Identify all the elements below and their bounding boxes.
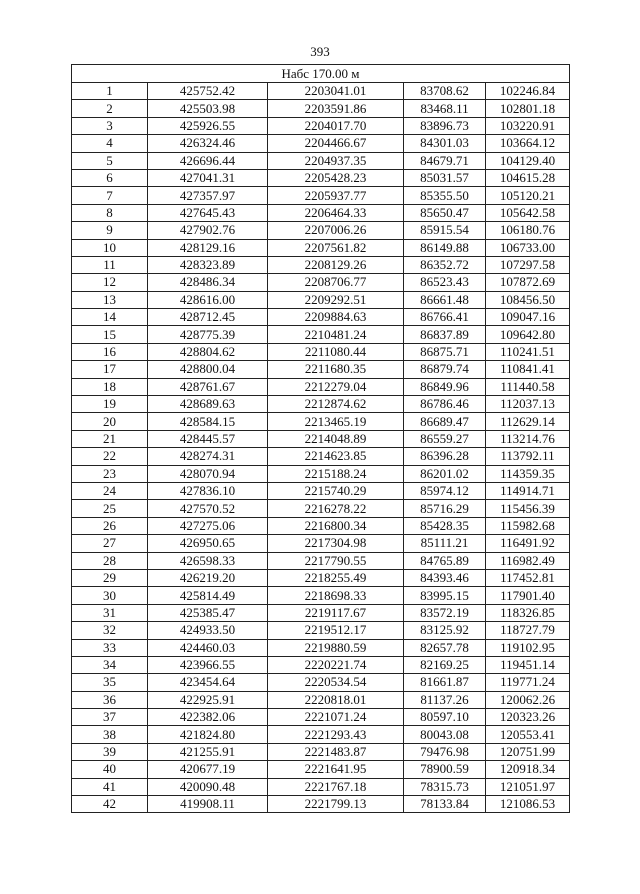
cell-value-col-3: 85111.21 — [404, 535, 486, 552]
cell-value-col-3: 80043.08 — [404, 726, 486, 743]
cell-value-col-3: 85650.47 — [404, 204, 486, 221]
cell-value-col-3: 85428.35 — [404, 517, 486, 534]
table-row — [72, 465, 570, 482]
cell-point-number: 40 — [72, 761, 148, 778]
table-row — [72, 448, 570, 465]
cell-point-number: 26 — [72, 517, 148, 534]
cell-point-number: 20 — [72, 413, 148, 430]
table-row — [72, 743, 570, 760]
cell-value-col-2: 2212874.62 — [268, 396, 404, 413]
cell-value-col-1: 426324.46 — [148, 135, 268, 152]
table-row — [72, 569, 570, 586]
cell-value-col-3: 83125.92 — [404, 622, 486, 639]
cell-value-col-4: 118727.79 — [486, 622, 570, 639]
cell-value-col-3: 83896.73 — [404, 117, 486, 134]
table-row — [72, 482, 570, 499]
cell-value-col-4: 119451.14 — [486, 656, 570, 673]
cell-value-col-3: 85031.57 — [404, 169, 486, 186]
cell-value-col-4: 120918.34 — [486, 761, 570, 778]
cell-value-col-1: 427836.10 — [148, 482, 268, 499]
cell-value-col-4: 109642.80 — [486, 326, 570, 343]
cell-value-col-2: 2209884.63 — [268, 309, 404, 326]
table-row — [72, 726, 570, 743]
table-row — [72, 396, 570, 413]
cell-value-col-1: 422925.91 — [148, 691, 268, 708]
cell-value-col-4: 112629.14 — [486, 413, 570, 430]
cell-value-col-4: 107297.58 — [486, 256, 570, 273]
table-row — [72, 535, 570, 552]
cell-value-col-1: 428689.63 — [148, 396, 268, 413]
cell-point-number: 11 — [72, 256, 148, 273]
table-row — [72, 552, 570, 569]
cell-value-col-1: 428445.57 — [148, 430, 268, 447]
cell-value-col-4: 117901.40 — [486, 587, 570, 604]
cell-value-col-4: 110841.41 — [486, 361, 570, 378]
cell-value-col-1: 427645.43 — [148, 204, 268, 221]
cell-value-col-2: 2204937.35 — [268, 152, 404, 169]
cell-value-col-2: 2216278.22 — [268, 500, 404, 517]
cell-value-col-2: 2211080.44 — [268, 343, 404, 360]
table-row — [72, 796, 570, 813]
table-row — [72, 413, 570, 430]
table-row — [72, 83, 570, 100]
table-header: Набс 170.00 м — [72, 65, 570, 83]
table-row — [72, 604, 570, 621]
cell-value-col-3: 78900.59 — [404, 761, 486, 778]
cell-value-col-3: 78133.84 — [404, 796, 486, 813]
cell-value-col-2: 2203041.01 — [268, 83, 404, 100]
cell-point-number: 3 — [72, 117, 148, 134]
cell-point-number: 38 — [72, 726, 148, 743]
cell-value-col-3: 86689.47 — [404, 413, 486, 430]
cell-value-col-4: 102801.18 — [486, 100, 570, 117]
cell-point-number: 5 — [72, 152, 148, 169]
cell-value-col-2: 2203591.86 — [268, 100, 404, 117]
table-row — [72, 117, 570, 134]
cell-point-number: 2 — [72, 100, 148, 117]
cell-point-number: 12 — [72, 274, 148, 291]
table-row — [72, 778, 570, 795]
table-row — [72, 430, 570, 447]
cell-value-col-2: 2214623.85 — [268, 448, 404, 465]
cell-value-col-2: 2206464.33 — [268, 204, 404, 221]
cell-value-col-1: 428712.45 — [148, 309, 268, 326]
cell-value-col-2: 2214048.89 — [268, 430, 404, 447]
cell-value-col-1: 428584.15 — [148, 413, 268, 430]
cell-value-col-1: 421255.91 — [148, 743, 268, 760]
cell-value-col-2: 2208129.26 — [268, 256, 404, 273]
cell-value-col-1: 425752.42 — [148, 83, 268, 100]
cell-point-number: 17 — [72, 361, 148, 378]
cell-point-number: 7 — [72, 187, 148, 204]
table-row — [72, 378, 570, 395]
cell-value-col-1: 427041.31 — [148, 169, 268, 186]
cell-value-col-2: 2218255.49 — [268, 569, 404, 586]
cell-value-col-3: 84765.89 — [404, 552, 486, 569]
cell-value-col-3: 86352.72 — [404, 256, 486, 273]
cell-value-col-3: 86875.71 — [404, 343, 486, 360]
table-row — [72, 587, 570, 604]
cell-point-number: 39 — [72, 743, 148, 760]
cell-value-col-4: 108456.50 — [486, 291, 570, 308]
cell-value-col-4: 110241.51 — [486, 343, 570, 360]
cell-point-number: 13 — [72, 291, 148, 308]
cell-value-col-4: 119771.24 — [486, 674, 570, 691]
cell-value-col-3: 86559.27 — [404, 430, 486, 447]
cell-point-number: 1 — [72, 83, 148, 100]
cell-value-col-1: 423454.64 — [148, 674, 268, 691]
cell-point-number: 21 — [72, 430, 148, 447]
cell-value-col-4: 120062.26 — [486, 691, 570, 708]
table-row — [72, 674, 570, 691]
cell-value-col-2: 2220221.74 — [268, 656, 404, 673]
cell-point-number: 23 — [72, 465, 148, 482]
cell-point-number: 25 — [72, 500, 148, 517]
cell-value-col-3: 86149.88 — [404, 239, 486, 256]
table-row — [72, 274, 570, 291]
cell-value-col-4: 103664.12 — [486, 135, 570, 152]
cell-point-number: 37 — [72, 709, 148, 726]
cell-value-col-4: 120751.99 — [486, 743, 570, 760]
cell-value-col-4: 118326.85 — [486, 604, 570, 621]
table-row — [72, 291, 570, 308]
cell-point-number: 24 — [72, 482, 148, 499]
cell-value-col-2: 2221071.24 — [268, 709, 404, 726]
cell-value-col-1: 428070.94 — [148, 465, 268, 482]
cell-point-number: 9 — [72, 222, 148, 239]
cell-point-number: 8 — [72, 204, 148, 221]
cell-value-col-3: 80597.10 — [404, 709, 486, 726]
cell-value-col-3: 82169.25 — [404, 656, 486, 673]
cell-value-col-1: 422382.06 — [148, 709, 268, 726]
cell-value-col-3: 86879.74 — [404, 361, 486, 378]
cell-value-col-3: 85716.29 — [404, 500, 486, 517]
cell-value-col-4: 120323.26 — [486, 709, 570, 726]
table-row — [72, 169, 570, 186]
cell-value-col-4: 113214.76 — [486, 430, 570, 447]
cell-value-col-1: 424460.03 — [148, 639, 268, 656]
cell-value-col-3: 84679.71 — [404, 152, 486, 169]
cell-point-number: 4 — [72, 135, 148, 152]
cell-value-col-2: 2219880.59 — [268, 639, 404, 656]
table-row — [72, 691, 570, 708]
table-row — [72, 135, 570, 152]
cell-value-col-3: 86786.46 — [404, 396, 486, 413]
cell-value-col-1: 428323.89 — [148, 256, 268, 273]
table-row — [72, 709, 570, 726]
cell-value-col-2: 2217304.98 — [268, 535, 404, 552]
cell-value-col-3: 86201.02 — [404, 465, 486, 482]
cell-value-col-3: 84393.46 — [404, 569, 486, 586]
table-row — [72, 343, 570, 360]
cell-point-number: 10 — [72, 239, 148, 256]
table-row — [72, 309, 570, 326]
cell-value-col-1: 428804.62 — [148, 343, 268, 360]
cell-value-col-2: 2207561.82 — [268, 239, 404, 256]
table-row — [72, 326, 570, 343]
cell-point-number: 35 — [72, 674, 148, 691]
table-row — [72, 500, 570, 517]
cell-point-number: 18 — [72, 378, 148, 395]
cell-value-col-4: 103220.91 — [486, 117, 570, 134]
table-row — [72, 187, 570, 204]
cell-value-col-3: 83995.15 — [404, 587, 486, 604]
cell-point-number: 28 — [72, 552, 148, 569]
cell-value-col-3: 85974.12 — [404, 482, 486, 499]
cell-value-col-1: 421824.80 — [148, 726, 268, 743]
cell-value-col-2: 2205428.23 — [268, 169, 404, 186]
cell-value-col-1: 425385.47 — [148, 604, 268, 621]
cell-value-col-4: 106733.00 — [486, 239, 570, 256]
cell-value-col-4: 107872.69 — [486, 274, 570, 291]
cell-value-col-4: 121051.97 — [486, 778, 570, 795]
cell-value-col-2: 2221641.95 — [268, 761, 404, 778]
table-row — [72, 204, 570, 221]
cell-value-col-2: 2221483.87 — [268, 743, 404, 760]
cell-value-col-4: 105642.58 — [486, 204, 570, 221]
cell-value-col-2: 2209292.51 — [268, 291, 404, 308]
cell-value-col-1: 420677.19 — [148, 761, 268, 778]
cell-value-col-3: 83708.62 — [404, 83, 486, 100]
cell-value-col-1: 426696.44 — [148, 152, 268, 169]
cell-point-number: 14 — [72, 309, 148, 326]
cell-value-col-1: 428274.31 — [148, 448, 268, 465]
cell-value-col-4: 121086.53 — [486, 796, 570, 813]
cell-point-number: 36 — [72, 691, 148, 708]
cell-value-col-2: 2208706.77 — [268, 274, 404, 291]
cell-value-col-3: 86849.96 — [404, 378, 486, 395]
cell-value-col-3: 86837.89 — [404, 326, 486, 343]
cell-value-col-2: 2221799.13 — [268, 796, 404, 813]
cell-value-col-1: 419908.11 — [148, 796, 268, 813]
cell-value-col-3: 83572.19 — [404, 604, 486, 621]
cell-value-col-3: 81661.87 — [404, 674, 486, 691]
cell-value-col-3: 83468.11 — [404, 100, 486, 117]
cell-point-number: 6 — [72, 169, 148, 186]
table-row — [72, 656, 570, 673]
cell-value-col-1: 427275.06 — [148, 517, 268, 534]
cell-value-col-2: 2220534.54 — [268, 674, 404, 691]
cell-value-col-2: 2210481.24 — [268, 326, 404, 343]
cell-point-number: 34 — [72, 656, 148, 673]
cell-value-col-1: 427902.76 — [148, 222, 268, 239]
cell-value-col-1: 427570.52 — [148, 500, 268, 517]
cell-value-col-2: 2213465.19 — [268, 413, 404, 430]
cell-value-col-4: 115982.68 — [486, 517, 570, 534]
cell-value-col-1: 428129.16 — [148, 239, 268, 256]
table-row — [72, 517, 570, 534]
table-row — [72, 622, 570, 639]
table-row — [72, 361, 570, 378]
cell-value-col-2: 2220818.01 — [268, 691, 404, 708]
cell-value-col-3: 86661.48 — [404, 291, 486, 308]
cell-value-col-1: 428486.34 — [148, 274, 268, 291]
cell-value-col-2: 2219512.17 — [268, 622, 404, 639]
cell-value-col-3: 82657.78 — [404, 639, 486, 656]
table-row — [72, 222, 570, 239]
cell-value-col-1: 423966.55 — [148, 656, 268, 673]
cell-value-col-2: 2207006.26 — [268, 222, 404, 239]
cell-value-col-2: 2211680.35 — [268, 361, 404, 378]
cell-value-col-4: 115456.39 — [486, 500, 570, 517]
cell-value-col-1: 426219.20 — [148, 569, 268, 586]
cell-value-col-3: 84301.03 — [404, 135, 486, 152]
cell-point-number: 15 — [72, 326, 148, 343]
cell-value-col-4: 114914.71 — [486, 482, 570, 499]
cell-value-col-3: 81137.26 — [404, 691, 486, 708]
cell-value-col-3: 86766.41 — [404, 309, 486, 326]
cell-value-col-4: 117452.81 — [486, 569, 570, 586]
cell-value-col-2: 2216800.34 — [268, 517, 404, 534]
table-row — [72, 152, 570, 169]
cell-value-col-4: 106180.76 — [486, 222, 570, 239]
cell-point-number: 22 — [72, 448, 148, 465]
cell-value-col-2: 2204017.70 — [268, 117, 404, 134]
cell-value-col-2: 2212279.04 — [268, 378, 404, 395]
table-row — [72, 639, 570, 656]
cell-value-col-2: 2215188.24 — [268, 465, 404, 482]
cell-value-col-4: 104129.40 — [486, 152, 570, 169]
cell-value-col-4: 102246.84 — [486, 83, 570, 100]
cell-value-col-2: 2215740.29 — [268, 482, 404, 499]
table-row — [72, 100, 570, 117]
cell-value-col-1: 428761.67 — [148, 378, 268, 395]
cell-point-number: 27 — [72, 535, 148, 552]
cell-value-col-3: 85915.54 — [404, 222, 486, 239]
table-row — [72, 239, 570, 256]
cell-value-col-4: 114359.35 — [486, 465, 570, 482]
cell-value-col-4: 111440.58 — [486, 378, 570, 395]
table-header-row — [72, 65, 570, 83]
cell-value-col-2: 2217790.55 — [268, 552, 404, 569]
cell-value-col-4: 119102.95 — [486, 639, 570, 656]
cell-value-col-2: 2218698.33 — [268, 587, 404, 604]
cell-value-col-3: 86396.28 — [404, 448, 486, 465]
cell-value-col-4: 116491.92 — [486, 535, 570, 552]
cell-value-col-3: 86523.43 — [404, 274, 486, 291]
cell-value-col-4: 104615.28 — [486, 169, 570, 186]
cell-value-col-1: 425926.55 — [148, 117, 268, 134]
cell-value-col-1: 426598.33 — [148, 552, 268, 569]
cell-value-col-4: 116982.49 — [486, 552, 570, 569]
cell-value-col-4: 113792.11 — [486, 448, 570, 465]
table-row — [72, 256, 570, 273]
cell-value-col-1: 428616.00 — [148, 291, 268, 308]
cell-value-col-3: 78315.73 — [404, 778, 486, 795]
cell-point-number: 42 — [72, 796, 148, 813]
cell-point-number: 29 — [72, 569, 148, 586]
cell-value-col-4: 109047.16 — [486, 309, 570, 326]
coordinates-table — [71, 64, 570, 813]
page-number: 393 — [310, 44, 330, 59]
cell-value-col-2: 2221293.43 — [268, 726, 404, 743]
cell-value-col-1: 426950.65 — [148, 535, 268, 552]
cell-value-col-1: 427357.97 — [148, 187, 268, 204]
cell-value-col-1: 425814.49 — [148, 587, 268, 604]
cell-value-col-4: 112037.13 — [486, 396, 570, 413]
cell-value-col-4: 120553.41 — [486, 726, 570, 743]
cell-point-number: 30 — [72, 587, 148, 604]
cell-value-col-2: 2221767.18 — [268, 778, 404, 795]
cell-point-number: 31 — [72, 604, 148, 621]
cell-value-col-1: 424933.50 — [148, 622, 268, 639]
cell-value-col-4: 105120.21 — [486, 187, 570, 204]
cell-value-col-3: 79476.98 — [404, 743, 486, 760]
cell-point-number: 32 — [72, 622, 148, 639]
cell-value-col-3: 85355.50 — [404, 187, 486, 204]
cell-point-number: 41 — [72, 778, 148, 795]
cell-point-number: 19 — [72, 396, 148, 413]
cell-value-col-1: 428775.39 — [148, 326, 268, 343]
cell-point-number: 16 — [72, 343, 148, 360]
cell-value-col-2: 2219117.67 — [268, 604, 404, 621]
cell-value-col-1: 428800.04 — [148, 361, 268, 378]
cell-value-col-1: 425503.98 — [148, 100, 268, 117]
cell-value-col-2: 2204466.67 — [268, 135, 404, 152]
table-row — [72, 761, 570, 778]
cell-value-col-2: 2205937.77 — [268, 187, 404, 204]
cell-value-col-1: 420090.48 — [148, 778, 268, 795]
cell-point-number: 33 — [72, 639, 148, 656]
